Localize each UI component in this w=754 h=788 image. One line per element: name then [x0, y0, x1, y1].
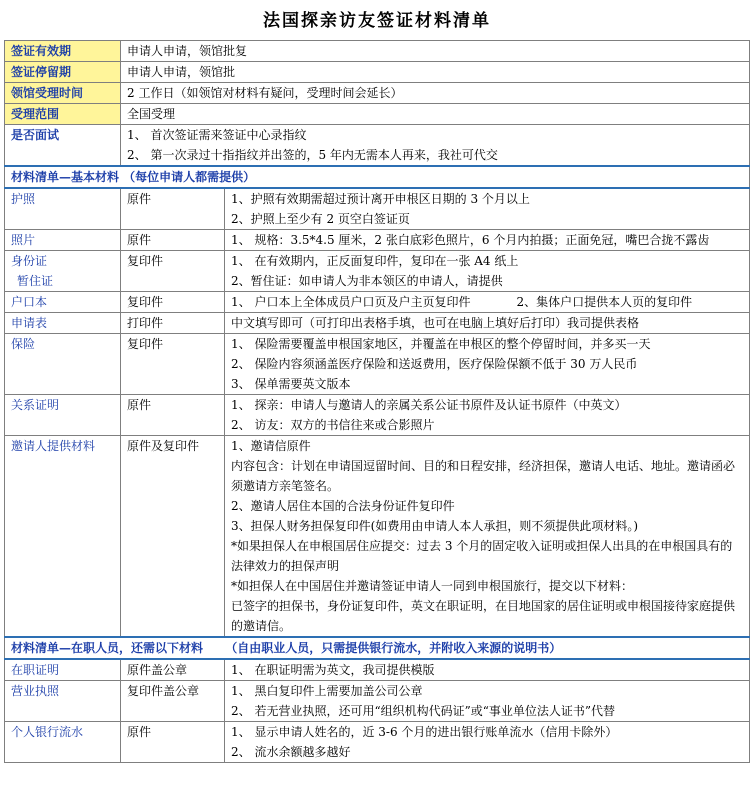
- row-application-form: [5, 313, 750, 334]
- row-inviter-materials: [5, 436, 750, 638]
- item-name: 保险: [5, 334, 121, 395]
- item-desc: [225, 188, 750, 230]
- desc-line: 1、 规格：3.5*4.5 厘米，2 张白底彩色照片，6 个月内拍摄；正面免冠，嘴巴合拢不露齿: [231, 233, 710, 247]
- item-desc: [225, 313, 750, 334]
- item-desc: [225, 395, 750, 436]
- item-desc: [225, 681, 750, 722]
- info-line: 1、 首次签证需来签证中心录指纹: [127, 128, 307, 142]
- item-desc: [225, 334, 750, 395]
- item-name: 关系证明: [5, 395, 121, 436]
- desc-line: 内容包含：计划在申请国逗留时间、目的和日程安排，经济担保，邀请人电话、地址。邀请函必须邀请方亲笔签名。: [231, 459, 736, 493]
- item-desc: [225, 251, 750, 292]
- desc-line: 1、 保险需要覆盖申根国家地区，并覆盖在申根区的整个停留时间，并多买一天: [231, 337, 651, 351]
- desc-line: 中文填写即可（可打印出表格手填，也可在电脑上填好后打印）我司提供表格: [231, 316, 640, 330]
- item-name: [5, 251, 121, 292]
- desc-line: 2、邀请人居住本国的合法身份证件复印件: [231, 499, 455, 513]
- desc-line: *如担保人在中国居住并邀请签证申请人一同到申根国旅行，提交以下材料：: [231, 579, 634, 593]
- desc-line: 1、 黑白复印件上需要加盖公司公章: [231, 684, 423, 698]
- row-hukou: [5, 292, 750, 313]
- info-row-validity: [5, 41, 750, 62]
- item-desc: [225, 436, 750, 638]
- item-type: 原件盖公章: [121, 659, 225, 681]
- row-bank-statement: [5, 722, 750, 763]
- desc-line: 1、邀请信原件: [231, 439, 311, 453]
- desc-line: 2、 流水余额越多越好: [231, 745, 351, 759]
- info-row-interview: [5, 125, 750, 167]
- item-type: 复印件: [121, 251, 225, 292]
- info-value: 申请人申请，领馆批复: [121, 41, 750, 62]
- section-title: 材料清单—基本材料 （每位申请人都需提供）: [5, 166, 750, 188]
- info-label: 领馆受理时间: [5, 83, 121, 104]
- info-line: 2、 第一次录过十指指纹并出签的，5 年内无需本人再来，我社可代交: [127, 148, 498, 162]
- item-name-1: 身份证: [11, 254, 48, 268]
- item-type: 原件及复印件: [121, 436, 225, 638]
- info-label: 签证有效期: [5, 41, 121, 62]
- desc-line: 1、护照有效期需超过预计离开申根区日期的 3 个月以上: [231, 192, 530, 206]
- info-value: 全国受理: [121, 104, 750, 125]
- item-type: 原件: [121, 230, 225, 251]
- desc-line: 2、 若无营业执照，还可用“组织机构代码证”或“事业单位法人证书”代替: [231, 704, 615, 718]
- section-title-note: （自由职业人员，只需提供银行流水，并附收入来源的说明书）: [225, 641, 562, 655]
- item-name: 营业执照: [5, 681, 121, 722]
- desc-line: 2、暂住证：如申请人为非本领区的申请人，请提供: [231, 274, 503, 288]
- row-insurance: [5, 334, 750, 395]
- desc-line: 2、 保险内容须涵盖医疗保险和送返费用，医疗保险保额不低于 30 万人民币: [231, 357, 638, 371]
- desc-line: 3、担保人财务担保复印件(如费用由申请人本人承担，则不须提供此项材料。): [231, 519, 639, 533]
- desc-line: 1、 在有效期内，正反面复印件，复印在一张 A4 纸上: [231, 254, 519, 268]
- row-employment-proof: [5, 659, 750, 681]
- row-photo: [5, 230, 750, 251]
- item-desc: [225, 722, 750, 763]
- info-value: 2 工作日（如领馆对材料有疑问，受理时间会延长）: [121, 83, 750, 104]
- item-type: 复印件盖公章: [121, 681, 225, 722]
- item-type: 打印件: [121, 313, 225, 334]
- info-label: 签证停留期: [5, 62, 121, 83]
- item-name: 申请表: [5, 313, 121, 334]
- info-row-scope: [5, 104, 750, 125]
- row-relationship-proof: [5, 395, 750, 436]
- item-name: 邀请人提供材料: [5, 436, 121, 638]
- item-desc: [225, 659, 750, 681]
- item-type: 复印件: [121, 292, 225, 313]
- desc-line: 已签字的担保书，身份证复印件，英文在职证明，在目地国家的居住证明或申根国接待家庭提供的邀请信。: [231, 599, 736, 633]
- item-type: 原件: [121, 188, 225, 230]
- desc-line: 2、护照上至少有 2 页空白签证页: [231, 212, 410, 226]
- info-label: 是否面试: [5, 125, 121, 167]
- section-employed-header: [5, 637, 750, 659]
- section-title-main: 材料清单—在职人员，还需以下材料: [11, 641, 204, 655]
- row-passport: [5, 188, 750, 230]
- item-type: 原件: [121, 722, 225, 763]
- item-desc: [225, 230, 750, 251]
- item-name: 在职证明: [5, 659, 121, 681]
- info-row-stay: [5, 62, 750, 83]
- row-business-license: [5, 681, 750, 722]
- section-basic-header: [5, 166, 750, 188]
- item-name-2: 暂住证: [17, 274, 54, 288]
- info-label: 受理范围: [5, 104, 121, 125]
- item-name: 个人银行流水: [5, 722, 121, 763]
- row-id-card: [5, 251, 750, 292]
- desc-line: 1、 显示申请人姓名的，近 3-6 个月的进出银行账单流水（信用卡除外）: [231, 725, 618, 739]
- desc-line: 2、 访友：双方的书信往来或合影照片: [231, 418, 435, 432]
- page-title: 法国探亲访友签证材料清单: [263, 11, 491, 31]
- item-name: 照片: [5, 230, 121, 251]
- materials-table: [4, 40, 750, 763]
- item-name: 户口本: [5, 292, 121, 313]
- desc-line: 1、 探亲：申请人与邀请人的亲属关系公证书原件及认证书原件（中英文）: [231, 398, 627, 412]
- desc-line: 1、 户口本上全体成员户口页及户主页复印件: [231, 295, 471, 309]
- info-row-processing: [5, 83, 750, 104]
- item-name: 护照: [5, 188, 121, 230]
- info-value: [121, 125, 750, 167]
- desc-line: *如果担保人在申根国居住应提交：过去 3 个月的固定收入证明或担保人出具的在申根国具有的法律效力的担保声明: [231, 539, 733, 573]
- item-type: 原件: [121, 395, 225, 436]
- item-type: 复印件: [121, 334, 225, 395]
- desc-line-extra: 2、集体户口提供本人页的复印件: [516, 295, 693, 309]
- desc-line: 3、 保单需要英文版本: [231, 377, 351, 391]
- info-value: 申请人申请，领馆批: [121, 62, 750, 83]
- item-desc: [225, 292, 750, 313]
- section-title: [5, 637, 750, 659]
- desc-line: 1、 在职证明需为英文，我司提供模版: [231, 663, 435, 677]
